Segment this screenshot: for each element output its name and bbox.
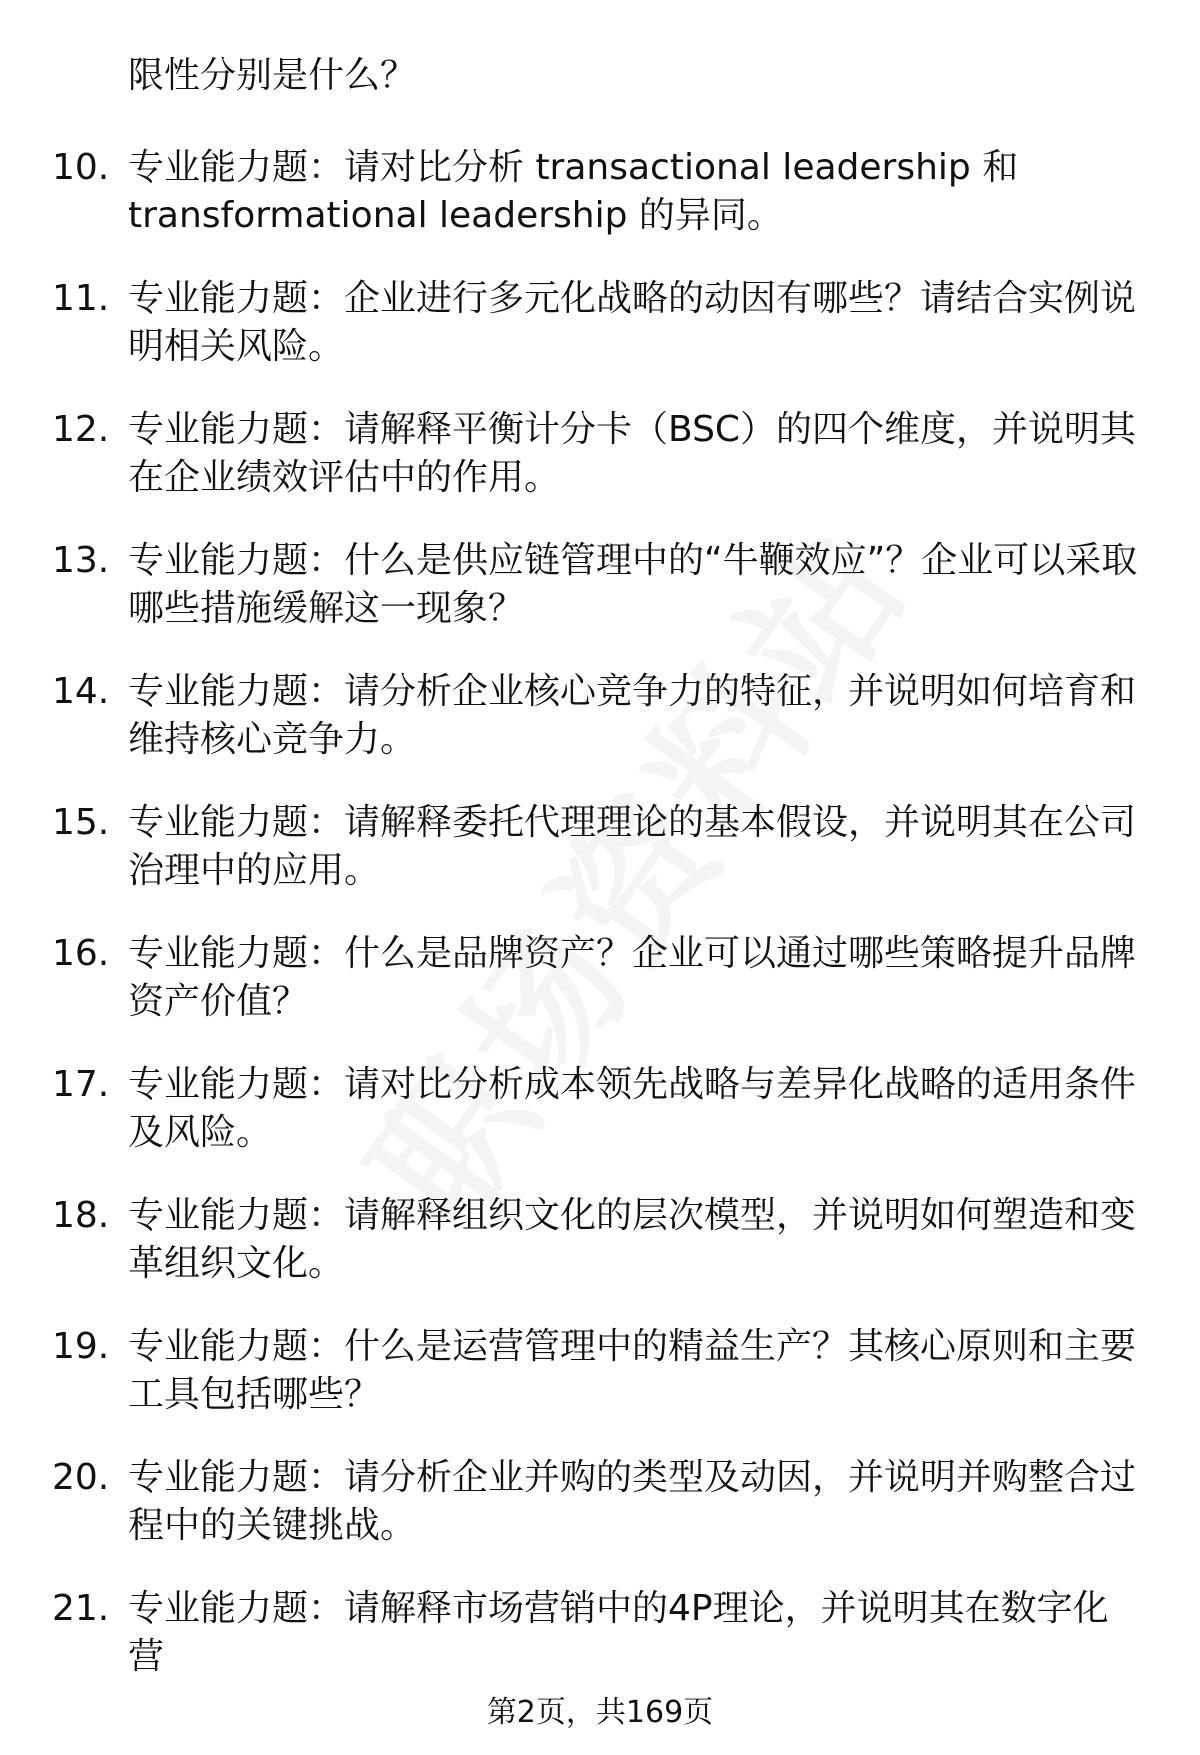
question-number: 16.	[52, 933, 110, 974]
question-number: 13.	[52, 540, 110, 581]
question-list	[0, 138, 1200, 1710]
question-text: 专业能力题：请解释市场营销中的4P理论，并说明其在数字化营	[128, 1588, 1109, 1677]
question-number: 18.	[52, 1195, 110, 1236]
question-text: 专业能力题：什么是供应链管理中的“牛鞭效应”？企业可以采取哪些措施缓解这一现象？	[128, 540, 1138, 629]
page-footer: 第2页，共169页	[486, 1695, 714, 1730]
question-text: 专业能力题：请分析企业核心竞争力的特征，并说明如何培育和维持核心竞争力。	[128, 671, 1137, 760]
question-text: 专业能力题：请分析企业并购的类型及动因，并说明并购整合过程中的关键挑战。	[128, 1457, 1137, 1546]
question-item	[0, 400, 1200, 531]
question-item	[0, 662, 1200, 793]
question-item	[0, 531, 1200, 662]
question-item	[0, 1448, 1200, 1579]
question-text: 专业能力题：什么是运营管理中的精益生产？其核心原则和主要工具包括哪些？	[128, 1326, 1137, 1415]
question-item	[0, 1055, 1200, 1186]
question-number: 11.	[52, 278, 110, 319]
question-item	[0, 269, 1200, 400]
continuation-text: 限性分别是什么？	[128, 55, 417, 96]
question-text: 专业能力题：请解释平衡计分卡（BSC）的四个维度，并说明其在企业绩效评估中的作用。	[128, 409, 1137, 498]
question-number: 12.	[52, 409, 110, 450]
question-number: 15.	[52, 802, 110, 843]
question-number: 10.	[52, 147, 110, 188]
question-number: 20.	[52, 1457, 110, 1498]
question-text: 专业能力题：请解释委托代理理论的基本假设，并说明其在公司治理中的应用。	[128, 802, 1137, 891]
question-text: 专业能力题：请对比分析成本领先战略与差异化战略的适用条件及风险。	[128, 1064, 1137, 1153]
question-text: 专业能力题：企业进行多元化战略的动因有哪些？请结合实例说明相关风险。	[128, 278, 1137, 367]
question-number: 14.	[52, 671, 110, 712]
question-item	[0, 1579, 1200, 1710]
question-item	[0, 793, 1200, 924]
question-text: 专业能力题：请对比分析 transactional leadership 和 transformational leadership 的异同。	[128, 147, 1019, 236]
question-item	[0, 1317, 1200, 1448]
question-item	[0, 1186, 1200, 1317]
question-item	[0, 138, 1200, 269]
question-number: 21.	[52, 1588, 110, 1629]
question-number: 19.	[52, 1326, 110, 1367]
question-number: 17.	[52, 1064, 110, 1105]
question-text: 专业能力题：请解释组织文化的层次模型，并说明如何塑造和变革组织文化。	[128, 1195, 1137, 1284]
question-item	[0, 924, 1200, 1055]
question-text: 专业能力题：什么是品牌资产？企业可以通过哪些策略提升品牌资产价值？	[128, 933, 1137, 1022]
